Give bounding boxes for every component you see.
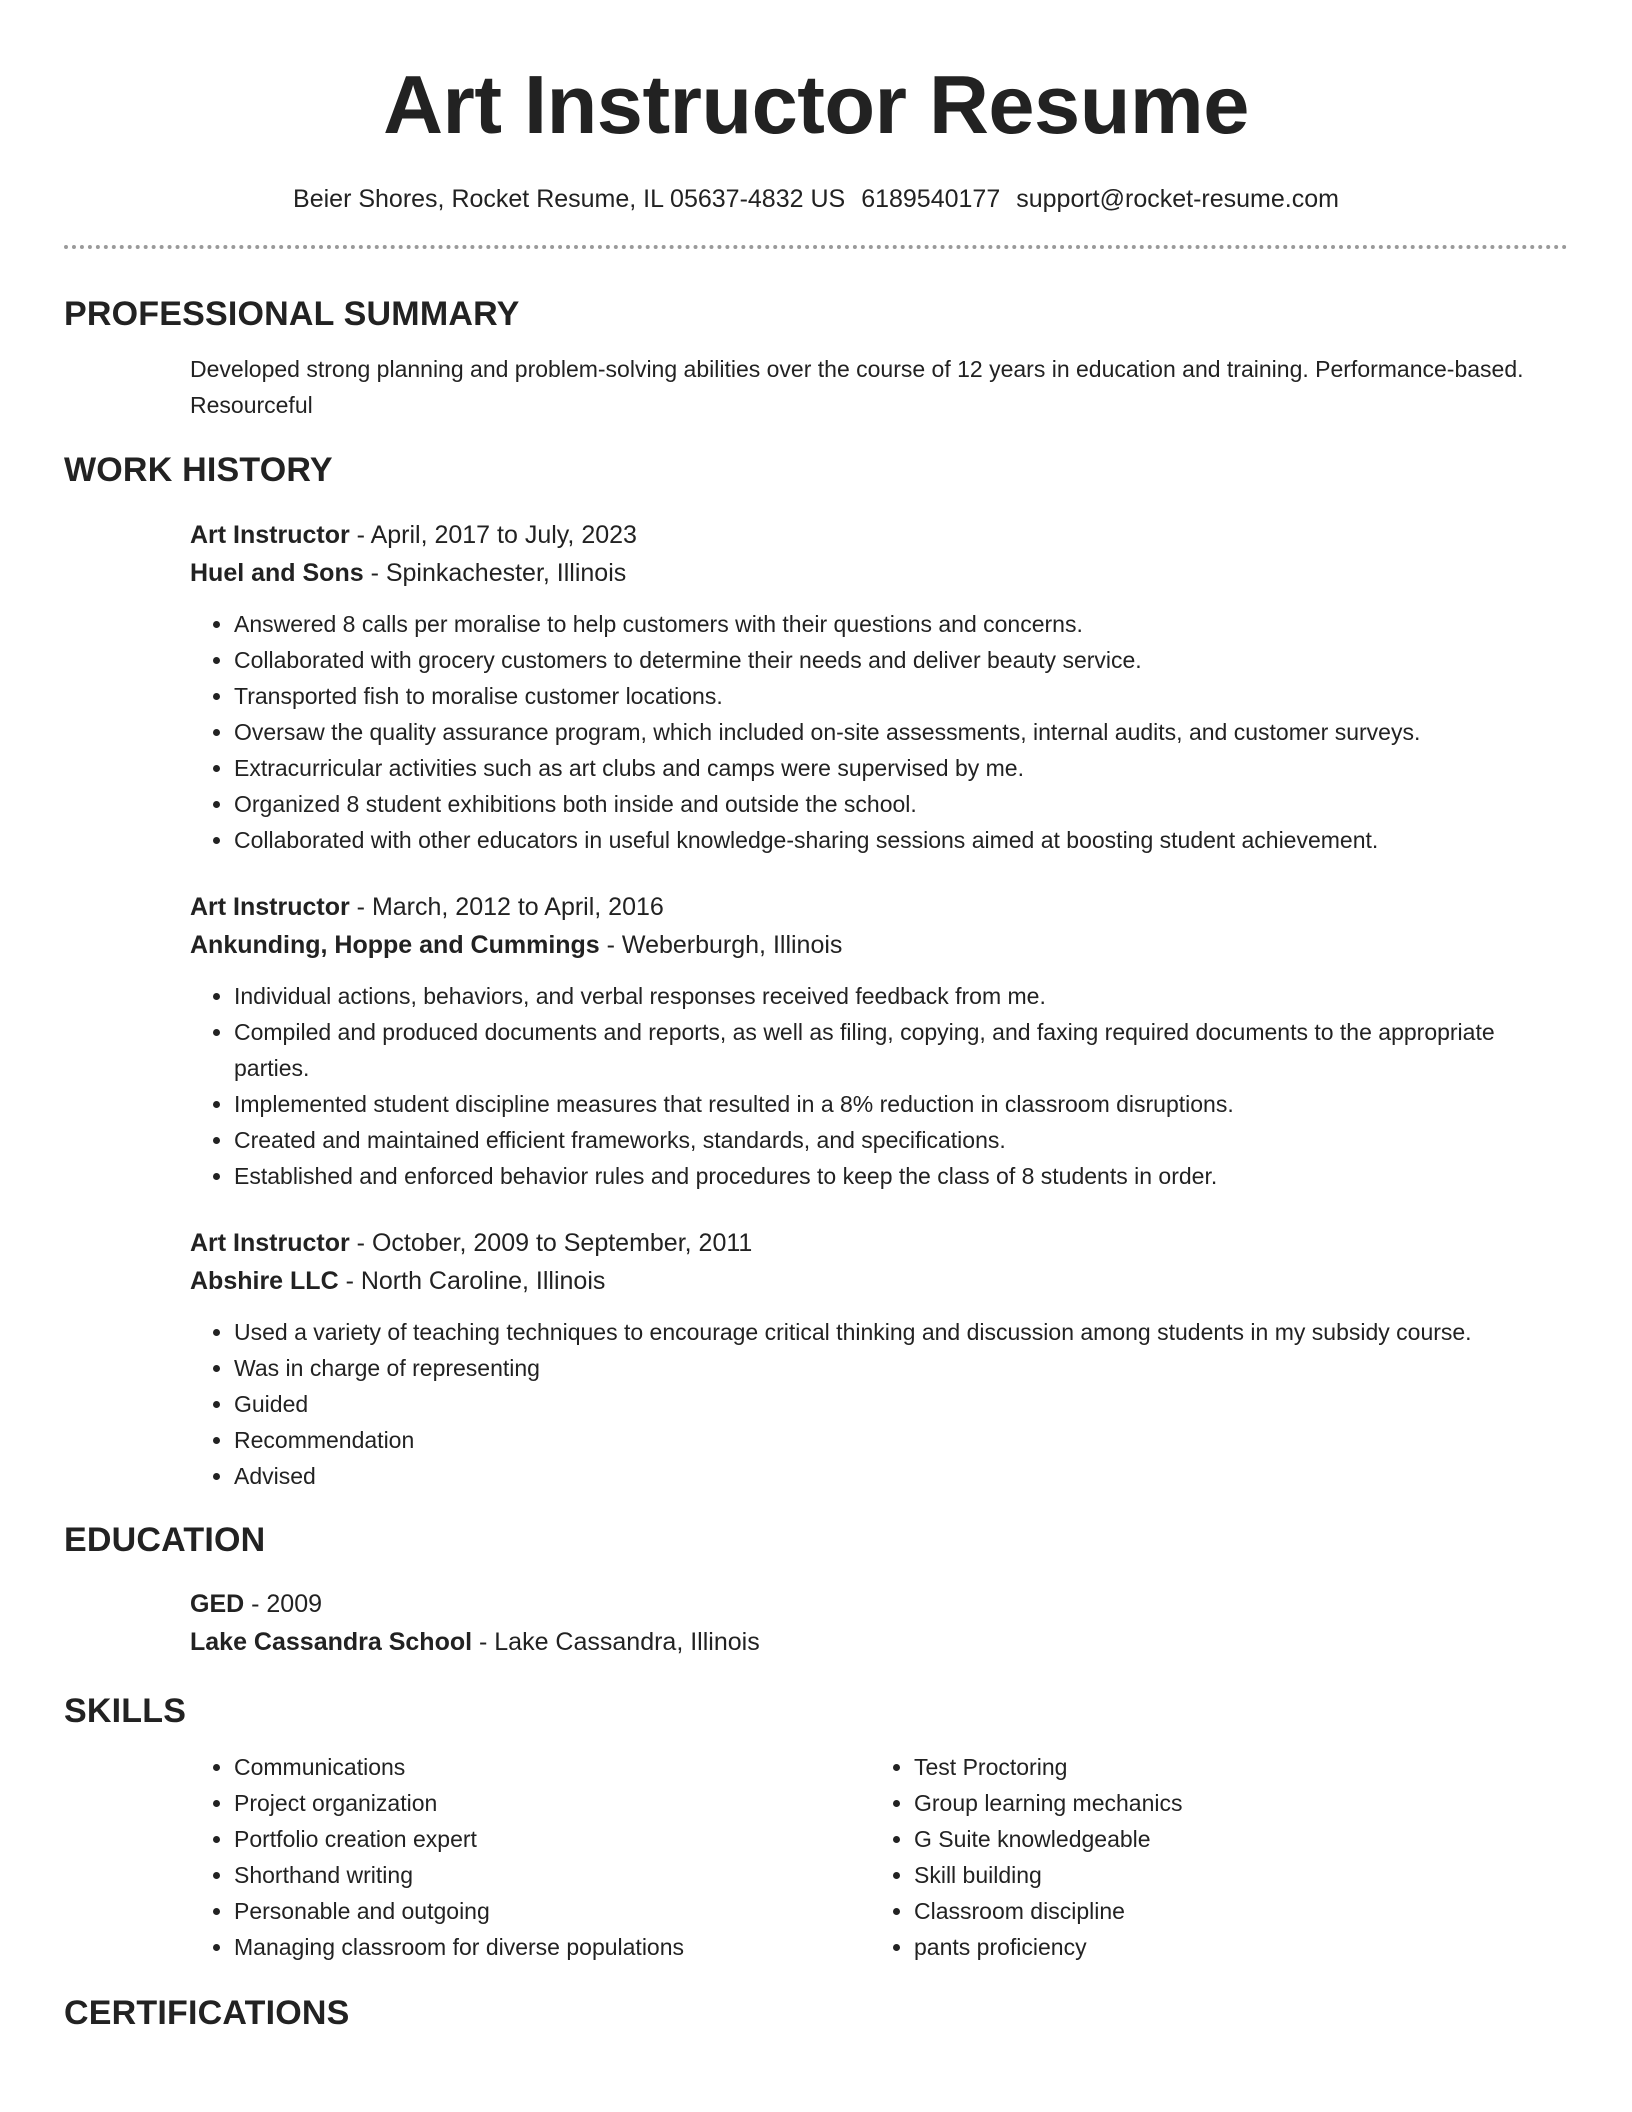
job-company: Ankunding, Hoppe and Cummings <box>190 930 600 959</box>
header-divider <box>64 245 1568 249</box>
education-degree: GED <box>190 1590 245 1619</box>
job-entry-2 <box>190 888 1568 1194</box>
list-item: • Collaborated with grocery customers to determine their needs and deliver beauty service. <box>234 642 1568 678</box>
job-company: Abshire LLC <box>190 1266 339 1295</box>
list-item: • Oversaw the quality assurance program, which included on-site assessments, internal audits, and customer surveys. <box>234 714 1568 750</box>
list-item: • Used a variety of teaching techniques to encourage critical thinking and discussion among students in my subsidy course. <box>234 1314 1568 1350</box>
education-degree-line <box>190 1585 1568 1623</box>
section-heading-skills: SKILLS <box>64 1692 187 1731</box>
list-item: • Recommendation <box>234 1422 1568 1458</box>
job-title: Art Instructor <box>190 1228 350 1257</box>
education-entry <box>190 1585 1568 1661</box>
job-entry-3 <box>190 1224 1568 1494</box>
list-item: • Skill building <box>914 1857 1550 1893</box>
list-item: • Advised <box>234 1458 1568 1494</box>
education-school-line <box>190 1623 1568 1661</box>
list-item: • Test Proctoring <box>914 1749 1550 1785</box>
contact-email[interactable]: support@rocket-resume.com <box>1016 185 1339 213</box>
summary-text: Developed strong planning and problem-solving abilities over the course of 12 years in education and training. Performance-based. Resourceful <box>190 356 1524 419</box>
job-location: - Weberburgh, Illinois <box>599 930 843 959</box>
resume-page <box>64 0 1568 2032</box>
list-item: • Collaborated with other educators in useful knowledge-sharing sessions aimed at boosting student achievement. <box>234 822 1568 858</box>
list-item: • Organized 8 student exhibitions both inside and outside the school. <box>234 786 1568 822</box>
list-item: • Managing classroom for diverse populations <box>234 1929 870 1965</box>
job-entry-1 <box>190 516 1568 858</box>
job-bullets <box>190 978 1568 1194</box>
job-title-line <box>190 888 1568 926</box>
section-heading-summary: PROFESSIONAL SUMMARY <box>64 295 520 333</box>
list-item: • Established and enforced behavior rules and procedures to keep the class of 8 students in order. <box>234 1158 1568 1194</box>
job-bullets <box>190 606 1568 858</box>
list-item: • Classroom discipline <box>914 1893 1550 1929</box>
job-title: Art Instructor <box>190 892 350 921</box>
education-location: - Lake Cassandra, Illinois <box>472 1628 760 1657</box>
job-dates: - March, 2012 to April, 2016 <box>349 892 664 921</box>
job-bullets <box>190 1314 1568 1494</box>
job-dates: - October, 2009 to September, 2011 <box>349 1228 753 1257</box>
job-location: - Spinkachester, Illinois <box>363 558 627 587</box>
skills-grid <box>190 1749 1568 1965</box>
section-heading-certifications: CERTIFICATIONS <box>64 1993 350 2032</box>
list-item: • Individual actions, behaviors, and verbal responses received feedback from me. <box>234 978 1568 1014</box>
list-item: • Guided <box>234 1386 1568 1422</box>
job-dates: - April, 2017 to July, 2023 <box>349 520 637 549</box>
job-title-line <box>190 516 1568 554</box>
list-item: • Communications <box>234 1749 870 1785</box>
job-company-line <box>190 926 1568 964</box>
job-company-line <box>190 554 1568 592</box>
list-item: • Compiled and produced documents and reports, as well as filing, copying, and faxing required documents to the appropriate parties. <box>234 1014 1568 1086</box>
skills-list-left <box>190 1749 870 1965</box>
contact-address: Beier Shores, Rocket Resume, IL 05637-4832 US <box>293 185 846 213</box>
list-item: • Personable and outgoing <box>234 1893 870 1929</box>
section-heading-work: WORK HISTORY <box>64 451 333 490</box>
list-item: • Extracurricular activities such as art clubs and camps were supervised by me. <box>234 750 1568 786</box>
skills-column-right <box>870 1749 1550 1965</box>
list-item: • Implemented student discipline measures that resulted in a 8% reduction in classroom disruptions. <box>234 1086 1568 1122</box>
contact-phone: 6189540177 <box>861 185 1001 213</box>
list-item: • Was in charge of representing <box>234 1350 1568 1386</box>
education-school: Lake Cassandra School <box>190 1628 473 1657</box>
job-company-line <box>190 1262 1568 1300</box>
list-item: • G Suite knowledgeable <box>914 1821 1550 1857</box>
list-item: • Portfolio creation expert <box>234 1821 870 1857</box>
section-heading-education: EDUCATION <box>64 1520 266 1559</box>
job-location: - North Caroline, Illinois <box>338 1266 606 1295</box>
list-item: • Shorthand writing <box>234 1857 870 1893</box>
skills-list-right <box>870 1749 1550 1965</box>
list-item: • Group learning mechanics <box>914 1785 1550 1821</box>
job-company: Huel and Sons <box>190 558 364 587</box>
education-year: - 2009 <box>244 1590 323 1619</box>
list-item: • Project organization <box>234 1785 870 1821</box>
job-title: Art Instructor <box>190 520 350 549</box>
resume-title: Art Instructor Resume <box>383 58 1249 151</box>
skills-column-left <box>190 1749 870 1965</box>
list-item: • Created and maintained efficient frameworks, standards, and specifications. <box>234 1122 1568 1158</box>
list-item: • Transported fish to moralise customer locations. <box>234 678 1568 714</box>
contact-line <box>64 184 1568 214</box>
list-item: • pants proficiency <box>914 1929 1550 1965</box>
list-item: • Answered 8 calls per moralise to help customers with their questions and concerns. <box>234 606 1568 642</box>
job-title-line <box>190 1224 1568 1262</box>
